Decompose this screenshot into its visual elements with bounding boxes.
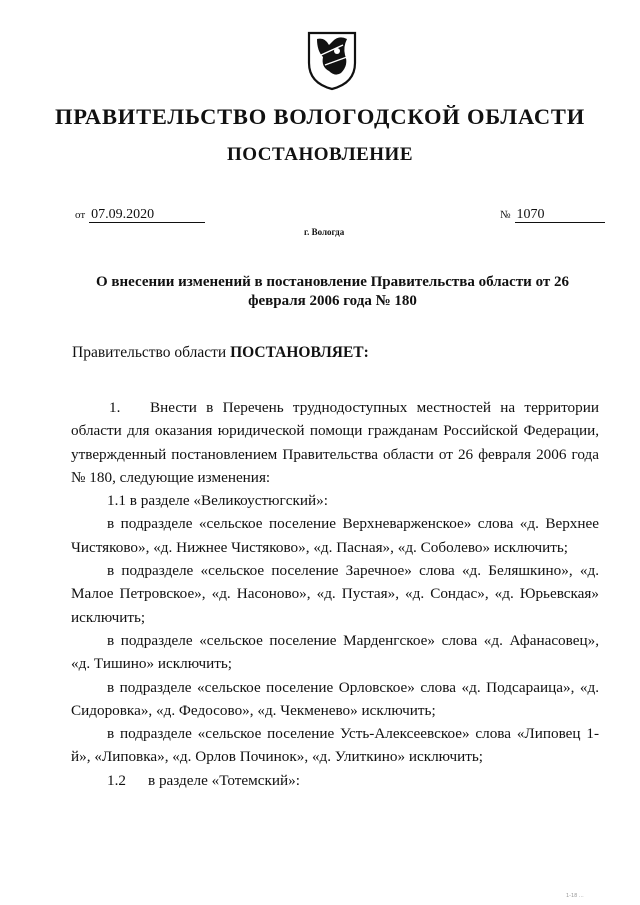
paragraph: 1.1 в разделе «Великоустюгский»: xyxy=(107,492,328,510)
paragraph: в подразделе «сельское поселение Марденгское» слова «д. Афанасовец», «д. Тишино» исключить; xyxy=(71,631,599,673)
document-number: 1070 xyxy=(515,208,605,223)
document-heading: О внесении изменений в постановление Правительства области от 26 февраля 2006 года № 180 xyxy=(95,274,569,309)
org-title: ПРАВИТЕЛЬСТВО ВОЛОГОДСКОЙ ОБЛАСТИ xyxy=(54,104,586,129)
paragraph: в подразделе «сельское поселение Орловское» слова «д. Подсараица», «д. Сидоровка», «д. Федосово», «д. Чекменево» исключить; xyxy=(71,678,599,719)
list-item xyxy=(71,396,599,489)
item-text: Внести в Перечень труднодоступных местностей на территории области для оказания юридической помощи гражданам Российской Федерации, утвержденный постановлением Правительства области от 26 февраля 2006 года № 180, следующие изменения: xyxy=(71,399,599,486)
preamble-emphasis: ПОСТАНОВЛЯЕТ: xyxy=(230,344,369,361)
document-date: 07.09.2020 xyxy=(89,208,205,223)
list-item xyxy=(71,769,599,792)
preamble-lead: Правительство области xyxy=(72,344,227,361)
doc-type-title: ПОСТАНОВЛЕНИЕ xyxy=(226,144,414,165)
number-prefix: № xyxy=(500,209,511,221)
paragraph: в подразделе «сельское поселение Усть-Алексеевское» слова «Липовец 1-й», «Липовка», «д. Орлов Починок», «д. Улиткино» исключить; xyxy=(71,725,599,766)
date-field xyxy=(75,207,205,223)
date-prefix: от xyxy=(75,209,86,221)
preamble xyxy=(72,344,369,362)
document-body xyxy=(71,396,599,792)
vologda-coat-of-arms-icon xyxy=(303,27,361,91)
number-field xyxy=(500,207,605,223)
item-number: 1.2 xyxy=(107,771,126,789)
footer-mark: 1-18 ... xyxy=(566,893,584,899)
paragraph: в подразделе «сельское поселение Верхневарженское» слова «д. Верхнее Чистяково», «д. Нижнее Чистяково», «д. Пасная», «д. Соболево» исключить; xyxy=(71,515,599,556)
item-text: в разделе «Тотемский»: xyxy=(148,771,300,789)
item-number: 1. xyxy=(109,399,121,416)
city-label: г. Вологда xyxy=(304,227,345,237)
paragraph: в подразделе «сельское поселение Заречное» слова «д. Беляшкино», «д. Малое Петровское», «д. Насоново», «д. Пустая», «д. Сондас», «д. Юрьевская» исключить; xyxy=(71,562,599,626)
